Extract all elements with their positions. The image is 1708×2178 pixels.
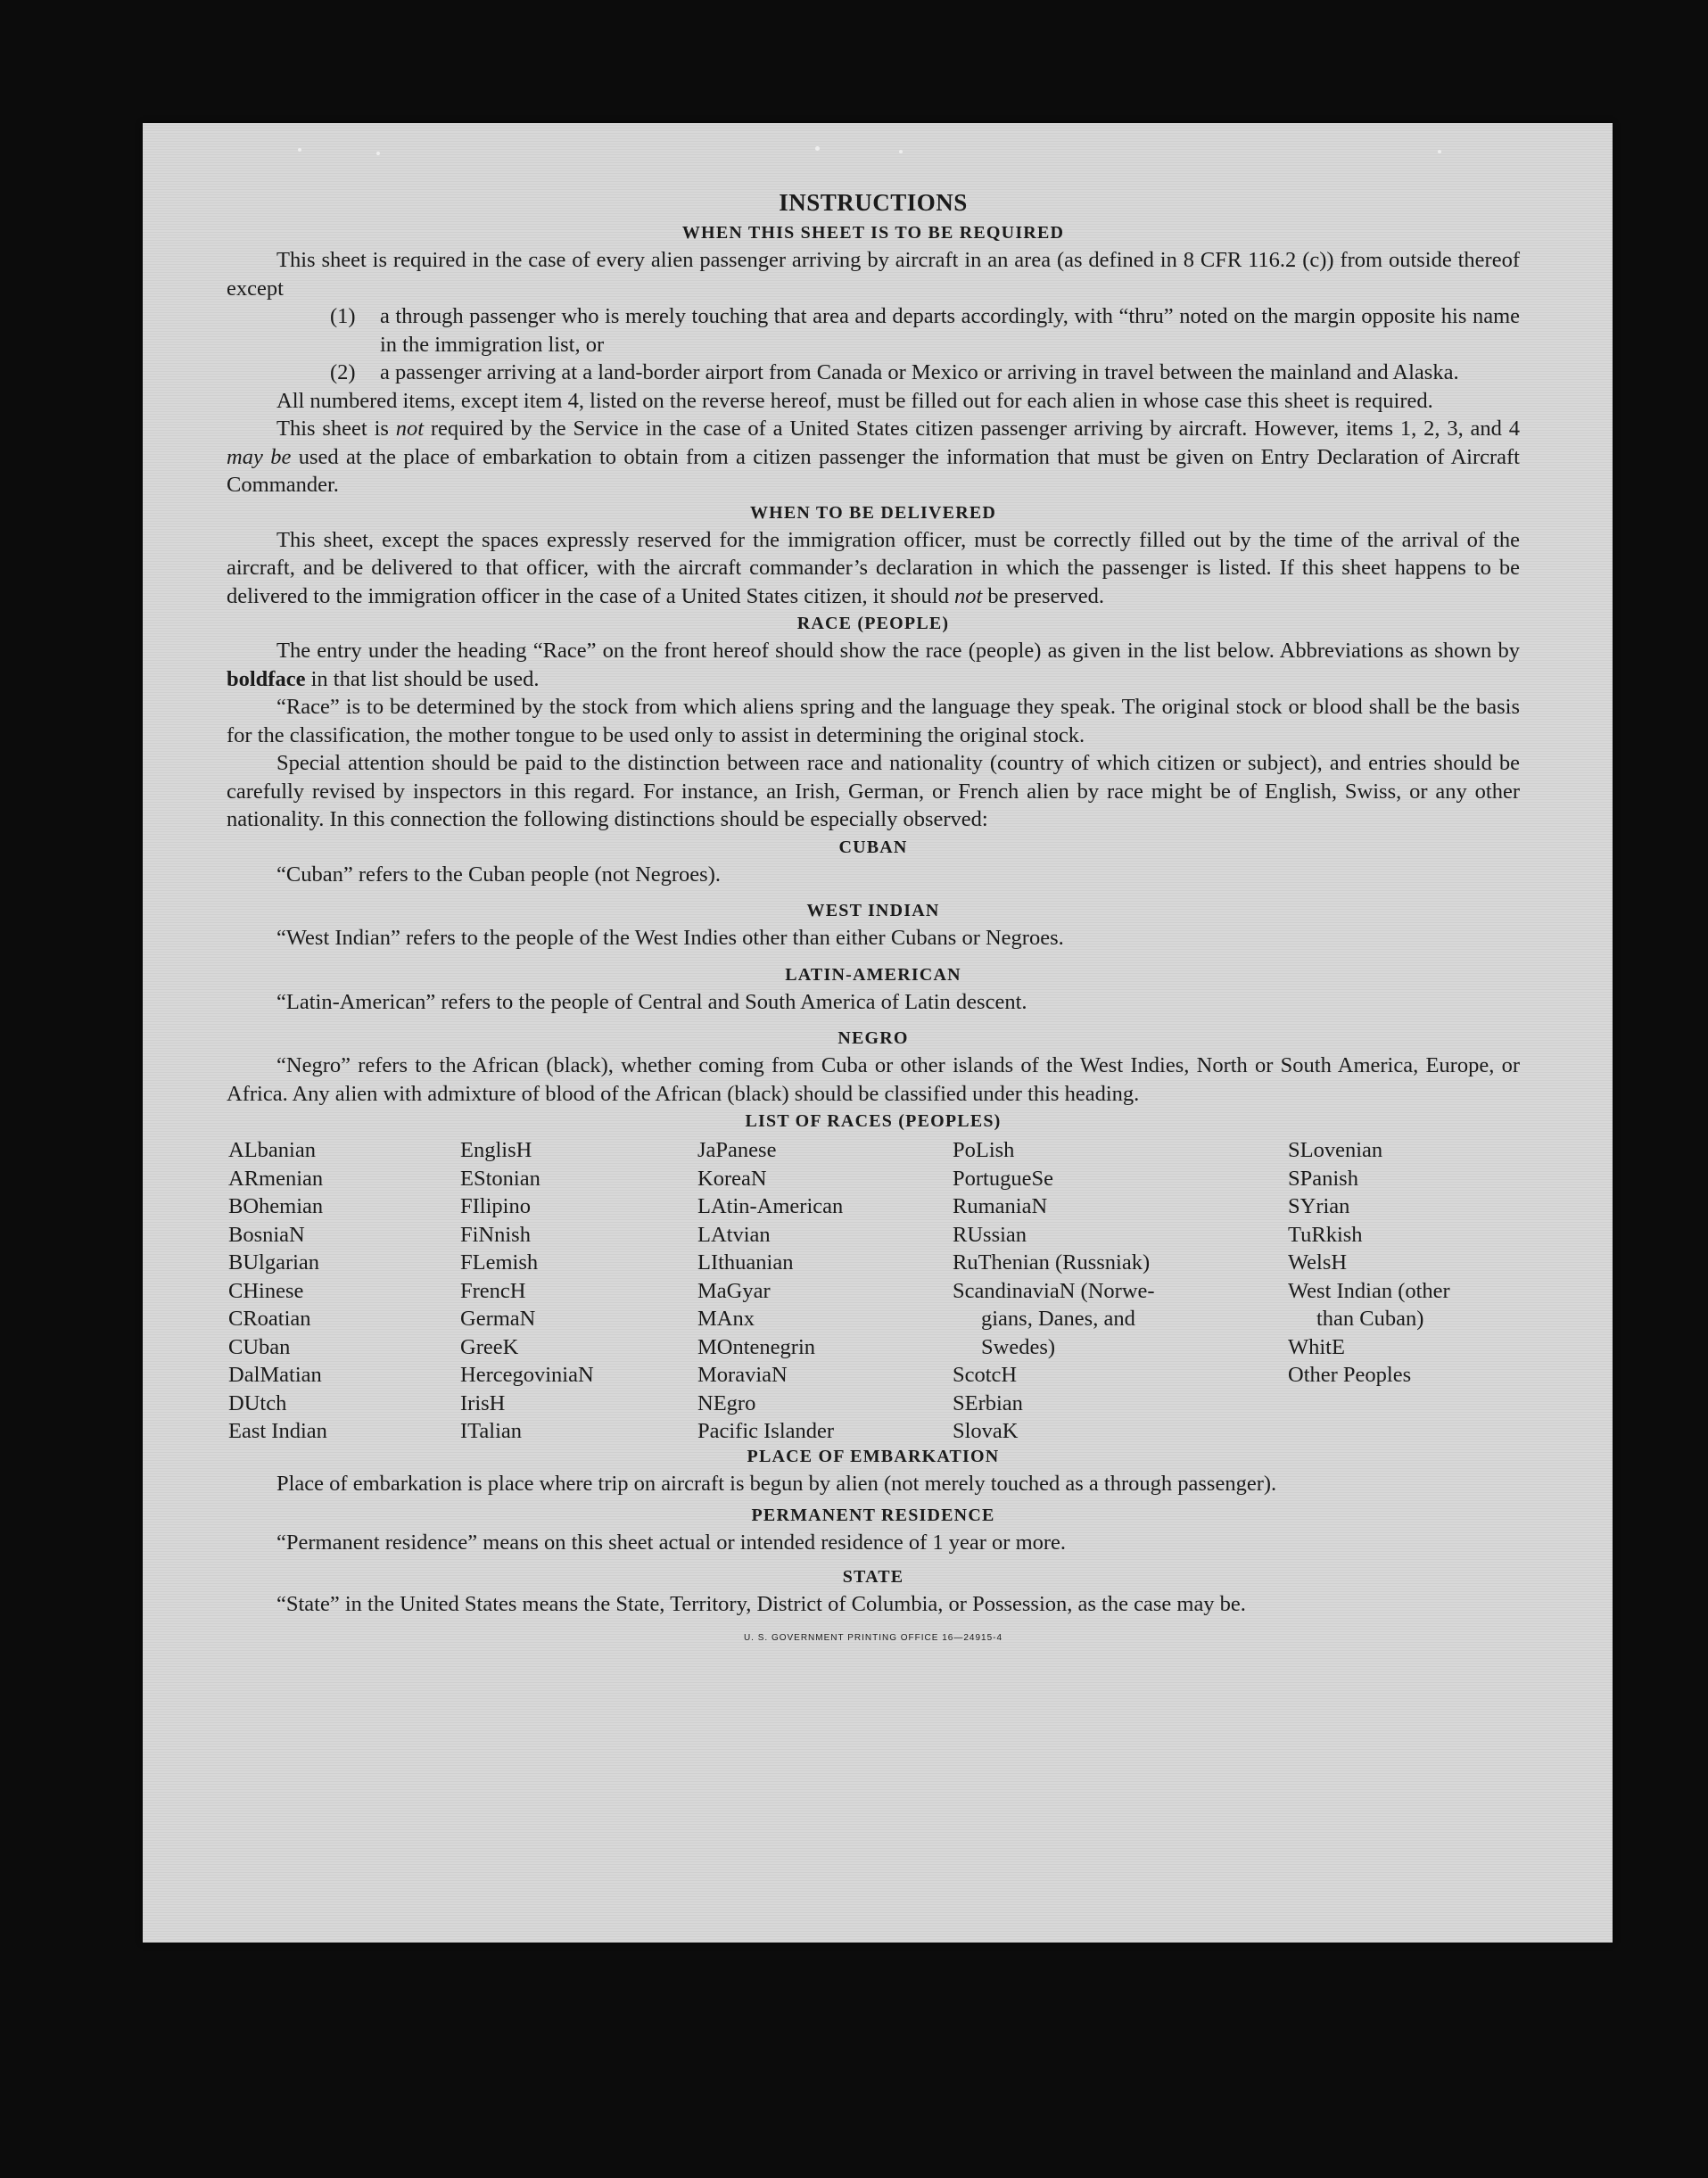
item-number: (1) bbox=[330, 304, 356, 328]
race-column-2 bbox=[460, 1136, 692, 1446]
race-entry: JaPanese bbox=[697, 1138, 777, 1162]
race-entry: IrisH bbox=[460, 1390, 506, 1415]
race-entry: ARmenian bbox=[228, 1166, 324, 1191]
race-entry-continued: Swedes) bbox=[981, 1334, 1056, 1359]
race-entry: FIlipino bbox=[460, 1194, 531, 1218]
para-numbered-items: All numbered items, except item 4, listed on the reverse hereof, must be filled out for each alien in whose case this sheet is required. bbox=[276, 388, 1433, 413]
race-column-4 bbox=[953, 1136, 1220, 1446]
heading-state: STATE bbox=[842, 1567, 904, 1587]
race-entry: LIthuanian bbox=[697, 1250, 794, 1275]
race-entry: RumaniaN bbox=[953, 1194, 1048, 1218]
race-entry: NEgro bbox=[697, 1390, 756, 1415]
para-required-intro: This sheet is required in the case of every alien passenger arriving by aircraft in an area (as defined in 8 CFR 116.2 (c)) from outside thereof except bbox=[227, 248, 1520, 301]
heading-cuban: CUBAN bbox=[838, 837, 908, 857]
heading-list-of-races: LIST OF RACES (PEOPLES) bbox=[745, 1111, 1002, 1131]
race-entry: KoreaN bbox=[697, 1166, 767, 1191]
para-citizen-passenger bbox=[227, 415, 1520, 499]
item-text: a passenger arriving at a land-border airport from Canada or Mexico or arriving in travel between the mainland and Alaska. bbox=[380, 360, 1459, 384]
race-entry: ALbanian bbox=[228, 1138, 316, 1162]
scan-speck bbox=[899, 150, 903, 153]
race-entry: GermaN bbox=[460, 1307, 536, 1331]
race-entry: MaGyar bbox=[697, 1278, 771, 1303]
race-entry: BosniaN bbox=[228, 1222, 305, 1247]
race-entry: SErbian bbox=[953, 1390, 1023, 1415]
race-entry: Pacific Islander bbox=[697, 1419, 835, 1443]
race-entry: West Indian (other bbox=[1288, 1278, 1450, 1303]
para-west-indian: “West Indian” refers to the people of the West Indies other than either Cubans or Negroes. bbox=[276, 926, 1064, 950]
race-entry: SYrian bbox=[1288, 1194, 1350, 1218]
text-run: be preserved. bbox=[982, 583, 1105, 608]
race-entry: DalMatian bbox=[228, 1363, 322, 1387]
race-column-5 bbox=[1288, 1136, 1522, 1390]
race-entry: PoLish bbox=[953, 1138, 1015, 1162]
race-entry: MoraviaN bbox=[697, 1363, 788, 1387]
para-cuban: “Cuban” refers to the Cuban people (not Negroes). bbox=[276, 862, 721, 887]
scan-speck bbox=[376, 152, 380, 155]
item-number: (2) bbox=[330, 360, 356, 384]
race-entry: HercegoviniaN bbox=[460, 1363, 594, 1387]
text-run: required by the Service in the case of a United States citizen passenger arriving by aircraft. However, items 1, 2, 3, and 4 bbox=[424, 417, 1520, 441]
item-text: a through passenger who is merely touching that area and departs accordingly, with “thru” noted on the margin opposite his name in the immigration list, or bbox=[380, 304, 1520, 357]
para-permanent-residence: “Permanent residence” means on this sheet actual or intended residence of 1 year or more. bbox=[276, 1530, 1067, 1555]
race-entry: SPanish bbox=[1288, 1166, 1358, 1191]
para-race-stock: “Race” is to be determined by the stock from which aliens spring and the language they speak. The original stock or blood shall be the basis for the classification, the mother tongue to be used only to assist in determining the original stock. bbox=[227, 695, 1520, 747]
race-entry: EnglisH bbox=[460, 1138, 532, 1162]
race-entry: ScandinaviaN (Norwe- bbox=[953, 1278, 1155, 1303]
scan-speck bbox=[815, 146, 820, 151]
para-latin-american: “Latin-American” refers to the people of Central and South America of Latin descent. bbox=[276, 989, 1027, 1014]
para-negro: “Negro” refers to the African (black), whether coming from Cuba or other islands of the West Indies, North or South America, Europe, or Africa. Any alien with admixture of blood of the African (black) should be classified under this heading. bbox=[227, 1053, 1520, 1106]
italic-not: not bbox=[395, 417, 425, 441]
race-entry: BOhemian bbox=[228, 1194, 324, 1218]
instructions-body bbox=[227, 186, 1520, 1652]
heading-race: RACE (PEOPLE) bbox=[796, 614, 950, 633]
race-entry-continued: gians, Danes, and bbox=[981, 1307, 1135, 1331]
race-entry: WhitE bbox=[1288, 1334, 1345, 1359]
race-column-1 bbox=[228, 1136, 451, 1446]
scan-speck bbox=[1438, 150, 1441, 153]
exception-item-1 bbox=[330, 302, 1520, 359]
race-entry: Other Peoples bbox=[1288, 1363, 1412, 1387]
race-list bbox=[227, 1136, 1520, 1443]
race-entry: RUssian bbox=[953, 1222, 1027, 1247]
race-entry: TuRkish bbox=[1288, 1222, 1363, 1247]
heading-when-required: WHEN THIS SHEET IS TO BE REQUIRED bbox=[681, 223, 1065, 243]
race-entry: PortugueSe bbox=[953, 1166, 1053, 1191]
race-entry: LAtvian bbox=[697, 1222, 771, 1247]
text-run: This sheet, except the spaces expressly reserved for the immigration officer, must be correctly filled out by the time of the arrival of the aircraft, and be delivered to that officer, with the aircraft commander’s declaration in which the passenger is listed. If this sheet happens to be delivered to the immigration officer in the case of a United States citizen, it should bbox=[227, 527, 1520, 608]
heading-negro: NEGRO bbox=[837, 1028, 909, 1048]
race-entry: GreeK bbox=[460, 1334, 519, 1359]
bold-boldface: boldface bbox=[227, 666, 306, 691]
race-entry: SlovaK bbox=[953, 1419, 1019, 1443]
italic-may-be: may be bbox=[227, 444, 292, 469]
race-entry: WelsH bbox=[1288, 1250, 1348, 1275]
race-entry: FiNnish bbox=[460, 1222, 531, 1247]
race-entry: MAnx bbox=[697, 1307, 755, 1331]
race-entry: EStonian bbox=[460, 1166, 540, 1191]
exception-item-2 bbox=[330, 359, 1520, 387]
race-entry: ITalian bbox=[460, 1419, 523, 1443]
printing-office-imprint: U. S. GOVERNMENT PRINTING OFFICE 16—24915-4 bbox=[743, 1632, 1003, 1643]
scan-speck bbox=[298, 148, 301, 152]
race-entry: LAtin-American bbox=[697, 1194, 844, 1218]
heading-west-indian: WEST INDIAN bbox=[806, 901, 940, 920]
race-entry: FrencH bbox=[460, 1278, 526, 1303]
para-race-nationality: Special attention should be paid to the distinction between race and nationality (country of which citizen or subject), and entries should be carefully revised by inspectors in this regard. For instance, an Irish, German, or French alien by race might be of English, Swiss, or any other nationality. In this connection the following distinctions should be especially observed: bbox=[227, 751, 1520, 831]
heading-when-delivered: WHEN TO BE DELIVERED bbox=[749, 502, 997, 523]
heading-latin-american: LATIN-AMERICAN bbox=[785, 964, 961, 985]
race-entry: BUlgarian bbox=[228, 1250, 320, 1275]
race-entry-continued: than Cuban) bbox=[1316, 1307, 1424, 1331]
para-race-entry bbox=[227, 637, 1520, 693]
race-entry: SLovenian bbox=[1288, 1138, 1383, 1162]
race-entry: RuThenian (Russniak) bbox=[953, 1250, 1151, 1275]
para-delivery bbox=[227, 526, 1520, 611]
text-run: in that list should be used. bbox=[305, 666, 540, 691]
para-embarkation: Place of embarkation is place where trip on aircraft is begun by alien (not merely touched as a through passenger). bbox=[276, 1472, 1277, 1496]
document-page bbox=[143, 123, 1613, 1943]
page-title: INSTRUCTIONS bbox=[779, 189, 968, 216]
race-entry: East Indian bbox=[228, 1419, 327, 1443]
race-entry: ScotcH bbox=[953, 1363, 1018, 1387]
text-run: This sheet is bbox=[276, 417, 396, 441]
italic-not: not bbox=[953, 583, 983, 608]
race-entry: MOntenegrin bbox=[697, 1334, 815, 1359]
race-entry: CHinese bbox=[228, 1278, 304, 1303]
text-run: used at the place of embarkation to obtain from a citizen passenger the information that must be given on Entry Declaration of Aircraft Commander. bbox=[227, 444, 1520, 497]
race-entry: CUban bbox=[228, 1334, 291, 1359]
heading-embarkation: PLACE OF EMBARKATION bbox=[747, 1447, 1000, 1466]
race-entry: DUtch bbox=[228, 1390, 287, 1415]
text-run: The entry under the heading “Race” on the front hereof should show the race (people) as given in the list below. Abbreviations as shown by bbox=[276, 639, 1520, 663]
heading-permanent-residence: PERMANENT RESIDENCE bbox=[751, 1505, 995, 1525]
race-entry: FLemish bbox=[460, 1250, 539, 1275]
race-entry: CRoatian bbox=[228, 1307, 311, 1331]
race-column-3 bbox=[697, 1136, 947, 1446]
para-state: “State” in the United States means the State, Territory, District of Columbia, or Possession, as the case may be. bbox=[276, 1592, 1246, 1616]
